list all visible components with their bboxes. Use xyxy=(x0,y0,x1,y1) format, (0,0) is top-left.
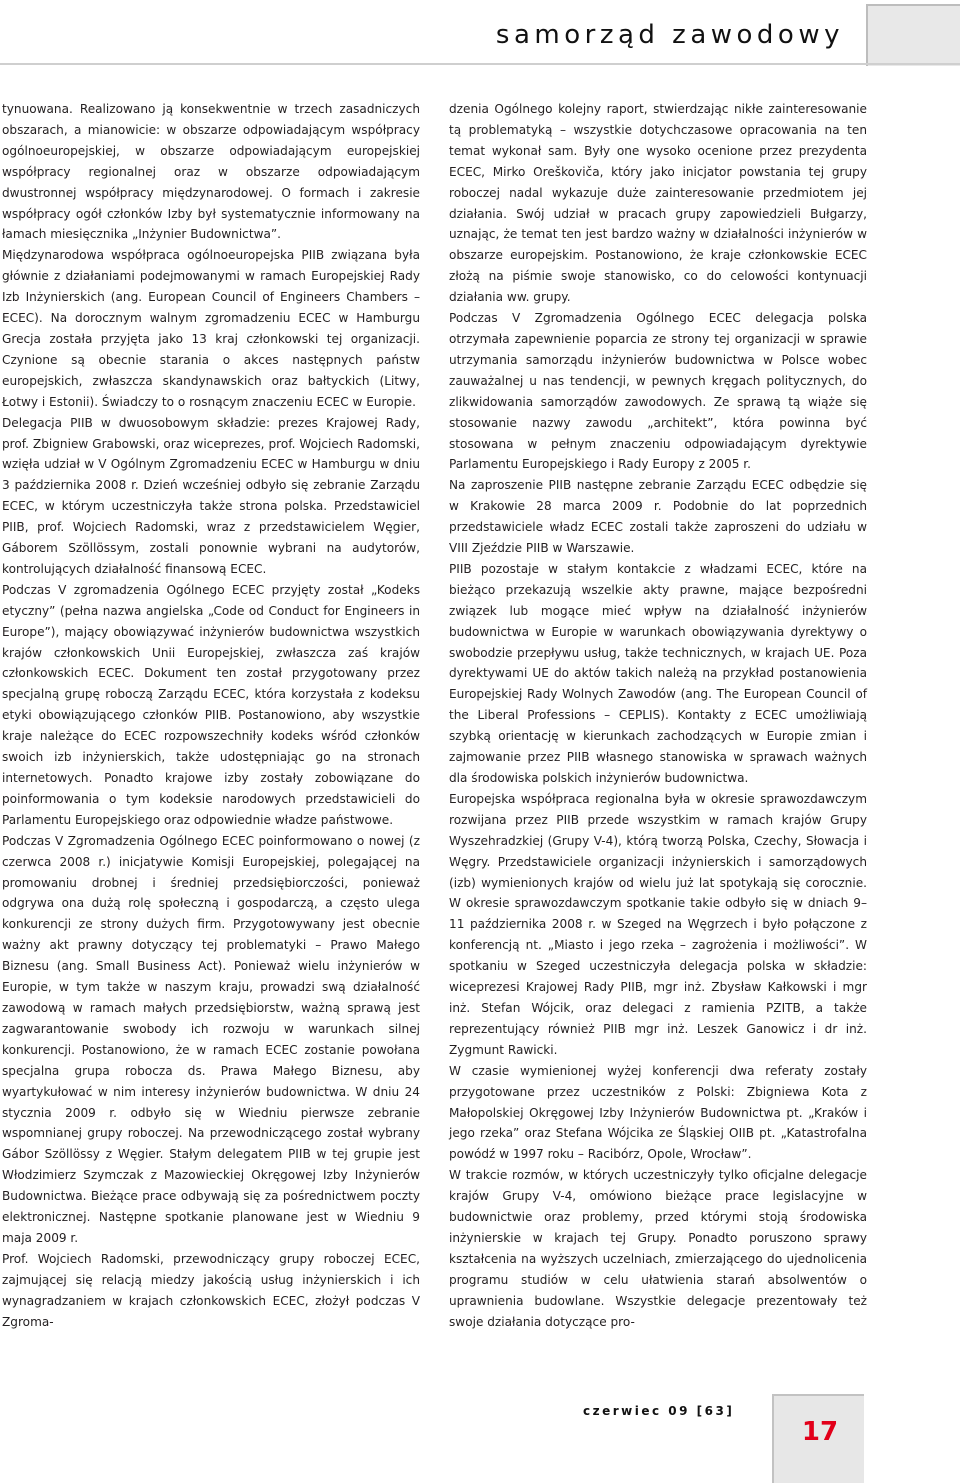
paragraph: dzenia Ogólnego kolejny raport, stwierdzając nikłe zainteresowanie tą problematyką – wszystkie dotychczasowe opracowania na ten temat wykonał sam. Były one wysoko ocenione przez prezydenta ECEC, Mirko Oreškoviča, który jako inicjator powstania tej grupy roboczej nadal wykazuje duże zainteresowanie przedmiotem jej działania. Swój udział w pracach grupy zapowiedzieli Bułgarzy, uznając, że temat ten jest bardzo ważny w działalności inżynierów w obszarze europejskim. Postanowiono, że kraje członkowskie ECEC złożą na piśmie swoje stanowisko, co do celowości kontynuacji działania ww. grupy. xyxy=(449,102,867,305)
paragraph: Prof. Wojciech Radomski, przewodniczący grupy roboczej ECEC, zajmującej się relacją miedzy jakością usług inżynierskich i ich wynagradzaniem w krajach członkowskich ECEC, złożył podczas V Zgroma- xyxy=(2,1251,420,1329)
left-column xyxy=(2,99,420,1332)
paragraph: W czasie wymienionej wyżej konferencji dwa referaty zostały przygotowane przez uczestników z Polski: Zbigniewa Kota z Małopolskiej Okręgowej Izby Inżynierów Budownictwa pt. „Kraków i jego rzeka” oraz Stefana Wójcika ze Śląskiej OIIB pt. „Katastrofalna powódź w 1997 roku – Racibórz, Opole, Wrocław”. xyxy=(449,1063,867,1162)
paragraph: Podczas V Zgromadzenia Ogólnego ECEC delegacja polska otrzymała zapewnienie poparcia ze strony tej organizacji w sprawie utrzymania samorządu inżynierów budownictwa w Polsce wobec zauważalnej u nas tendencji, w pewnych kręgach politycznych, do zlikwidowania samorządów zawodowych. Ze sprawą tą wiąże się stosowanie nazwy zawodu „architekt”, która powinna być stosowana w pełnym znaczeniu odpowiadającym dyrektywie Parlamentu Europejskiego i Rady Europy z 2005 r. xyxy=(449,311,867,472)
section-title: samorząd zawodowy xyxy=(495,20,844,50)
paragraph: Podczas V Zgromadzenia Ogólnego ECEC poinformowano o nowej (z czerwca 2008 r.) inicjatywie Komisji Europejskiej, polegającej na promowaniu drobnej i średniej przedsiębiorczości, ponieważ odgrywa ona dużą rolę społeczną i gospodarczą, a często ulega konkurencji ze strony dużych firm. Przygotowywany jest obecnie ważny akt prawny dotyczący tej problematyki – Prawo Małego Biznesu (ang. Small Business Act). Ponieważ wielu inżynierów w Europie, w tym także w naszym kraju, prowadzi swą działalność zawodową w ramach małych przedsiębiorstw, ważną sprawą jest zagwarantowanie swobody ich rozwoju w warunkach silnej konkurencji. Postanowiono, że w ramach ECEC zostanie powołana specjalna grupa robocza ds. Prawa Małego Biznesu, aby wyartykułować w nim interesy inżynierów budownictwa. W dniu 24 stycznia 2009 r. odbyło się w Wiedniu pierwsze zebranie wspomnianej grupy roboczej. Na przewodniczącego został wybrany Gábor Szöllössy z Węgier. Stałym delegatem PIIB w tej grupie jest Włodzimierz Szymczak z Mazowieckiej Okręgowej Izby Inżynierów Budownictwa. Bieżące prace odbywają się za pośrednictwem poczty elektronicznej. Następne spotkanie planowane jest w Wiedniu 9 maja 2009 r. xyxy=(2,833,420,1245)
paragraph: W trakcie rozmów, w których uczestniczyły tylko oficjalne delegacje krajów Grupy V-4, omówiono bieżące prace legislacyjne w budownictwie oraz problemy, przed którymi stoją środowiska inżynierskie w krajach tej Grupy. Ponadto poruszono sprawy kształcenia na wyższych uczelniach, zmierzającego do ujednolicenia programu studiów w celu ułatwienia starań absolwentów o uprawnienia budowlane. Wszystkie delegacje prezentowały też swoje działania dotyczące pro- xyxy=(449,1168,867,1329)
page-number: 17 xyxy=(801,1417,839,1447)
header-corner-box xyxy=(866,4,960,66)
paragraph: Europejska współpraca regionalna była w okresie sprawozdawczym rozwijana przez PIIB przede wszystkim w ramach krajów Grupy Wyszehradzkiej (Grupy V-4), którą tworzą Polska, Czechy, Słowacja i Węgry. Przedstawiciele organizacji inżynierskich i samorządowych (izb) wymienionych krajów od wielu już lat spotykają się corocznie. W okresie sprawozdawczym spotkanie takie odbyło się w dniach 9–11 października 2008 r. w Szeged na Węgrzech i było połączone z konferencją nt. „Miasto i jego rzeka – zagrożenia i możliwości”. W spotkaniu w Szeged uczestniczyła delegacja polska w składzie: wiceprezesi Krajowej Rady PIIB, mgr inż. Zbysław Kałkowski i mgr inż. Stefan Wójcik, oraz delegaci z ramienia PZITB, a także reprezentujący również PIIB mgr inż. Leszek Ganowicz i dr inż. Zygmunt Rawicki. xyxy=(449,791,867,1057)
header-rule xyxy=(0,63,960,65)
paragraph: Podczas V zgromadzenia Ogólnego ECEC przyjęty został „Kodeks etyczny” (pełna nazwa angielska „Code od Conduct for Engineers in Europe”), mający obowiązywać inżynierów budownictwa wszystkich krajów członkowskich Unii Europejskiej, zwłaszcza zaś krajów członkowskich ECEC. Dokument ten został przygotowany przez specjalną grupę roboczą Zarządu ECEC, która korzystała z kodeksu etyki obowiązującego członków PIIB. Postanowiono, aby wszystkie kraje należące do ECEC rozpowszechniły kodeks wśród członków swoich izb inżynierskich, także udostępniając go na stronach internetowych. Ponadto krajowe izby zostały zobowiązane do poinformowania o tym kodeksie narodowych przedstawicieli do Parlamentu Europejskiego oraz odpowiednie władze państwowe. xyxy=(2,582,420,827)
paragraph: Międzynarodowa współpraca ogólnoeuropejska PIIB związana była głównie z działaniami podejmowanymi w ramach Europejskiej Rady Izb Inżynierskich (ang. European Council of Engineers Chambers – ECEC). Na dorocznym walnym zgromadzeniu ECEC w Hamburgu Grecja została przyjęta jako 13 kraj członkowski tej organizacji. Czynione są obecnie starania o akces następnych państw europejskich, zwłaszcza skandynawskich oraz bałtyckich (Litwy, Łotwy i Estonii). Świadczy to o rosnącym znaczeniu ECEC w Europie. xyxy=(2,248,420,409)
paragraph: Delegacja PIIB w dwuosobowym składzie: prezes Krajowej Rady, prof. Zbigniew Grabowski, oraz wiceprezes, prof. Wojciech Radomski, wzięła udział w V Ogólnym Zgromadzeniu ECEC w Hamburgu w dniu 3 października 2008 r. Dzień wcześniej odbyło się zebranie Zarządu ECEC, w którym uczestniczyła także strona polska. Przedstawiciel PIIB, prof. Wojciech Radomski, wraz z przedstawicielem Węgier, Gáborem Szöllössym, zostali ponownie wybrani na audytorów, kontrolujących działalność finansową ECEC. xyxy=(2,415,420,576)
paragraph: PIIB pozostaje w stałym kontakcie z władzami ECEC, które na bieżąco przekazują wszelkie akty prawne, mające bezpośredni związek lub mogące mieć wpływ na działalność inżynierów budownictwa w Europie w warunkach obowiązywania dyrektywy o swobodzie przepływu usług, także technicznych, w krajach UE. Poza dyrektywami UE do aktów takich należą na przykład postanowienia Europejskiej Rady Wolnych Zawodów (ang. The European Council of the Liberal Professions – CEPLIS). Kontakty z ECEC umożliwiają szybką orientację w kierunkach zachodzących w Europie zmian i zajmowanie przez PIIB własnego stanowiska w sprawach ważnych dla środowiska polskich inżynierów budownictwa. xyxy=(449,561,867,785)
issue-label: czerwiec 09 [63] xyxy=(583,1404,735,1418)
right-column xyxy=(449,99,867,1332)
paragraph: tynuowana. Realizowano ją konsekwentnie w trzech zasadniczych obszarach, a mianowicie: w obszarze odpowiadającym współpracy ogólnoeuropejskiej, w obszarze odpowiadającym europejskiej współpracy regionalnej oraz w obszarze odpowiadającym dwustronnej współpracy międzynarodowej. O formach i zakresie współpracy ogół członków Izby był systematycznie informowany na łamach miesięcznika „Inżynier Budownictwa”. xyxy=(2,102,420,242)
paragraph: Na zaproszenie PIIB następne zebranie Zarządu ECEC odbędzie się w Krakowie 28 marca 2009 r. Podobnie do lat poprzednich przedstawiciele władz ECEC zostali także zaproszeni do udziału w VIII Zjeździe PIIB w Warszawie. xyxy=(449,478,867,556)
